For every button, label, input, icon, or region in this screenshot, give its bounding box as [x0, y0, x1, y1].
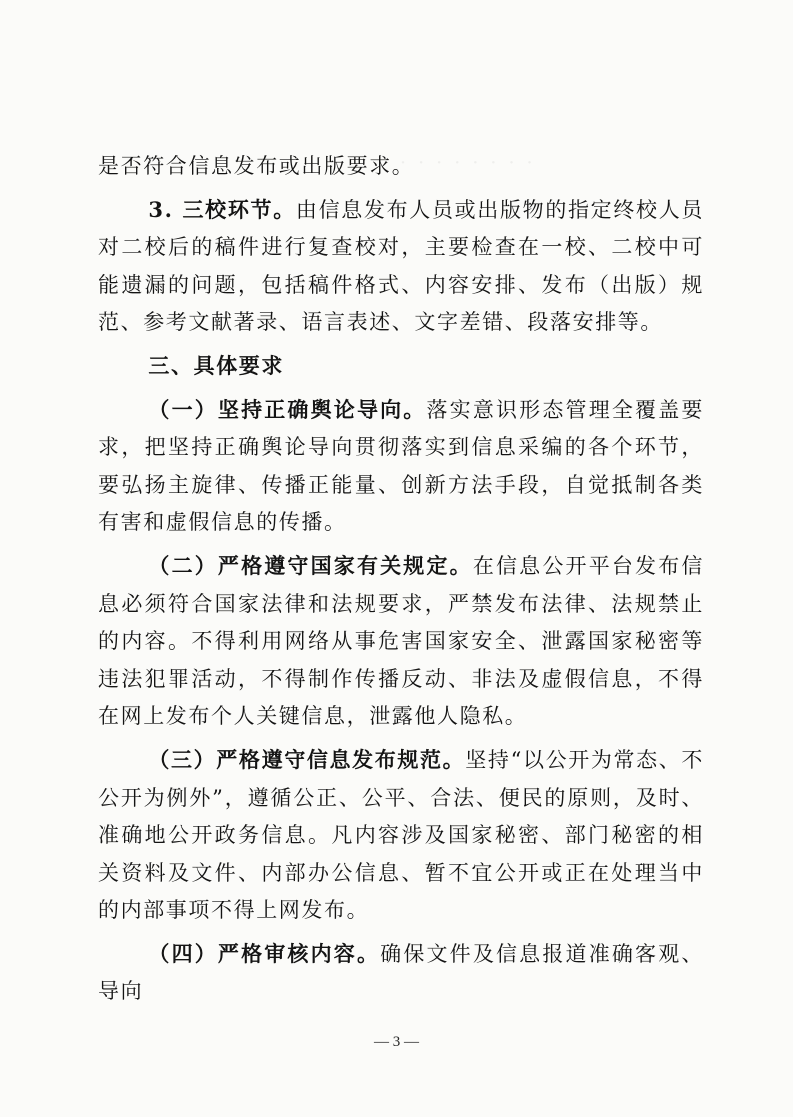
- paragraph-requirement-4: [98, 935, 704, 1011]
- paragraph-title: 3. 三校环节。: [148, 196, 296, 222]
- paragraph-third-proofreading: [98, 191, 704, 342]
- paragraph-text: 落实意识形态管理全覆盖要求，把坚持正确舆论导向贯彻落实到信息采编的各个环节，要弘扬主旋律、传播正能量、创新方法手段，自觉抵制各类有害和虚假信息的传播。: [98, 397, 704, 535]
- paragraph-title: （四）严格审核内容。: [148, 940, 381, 966]
- bleed-through-text: · · · · · · · ·: [400, 152, 536, 174]
- document-body: [98, 148, 704, 1011]
- paragraph-title: （一）坚持正确舆论导向。: [148, 396, 427, 422]
- paragraph-text: 确保文件及信息报道准确客观、导向: [98, 941, 705, 1004]
- paragraph-title: （三）严格遵守信息发布规范。: [148, 746, 466, 772]
- section-heading: 三、具体要求: [148, 352, 284, 378]
- paragraph-text: 在信息公开平台发布信息必须符合国家法律和法规要求，严禁发布法律、法规禁止的内容。不得利用网络从事危害国家安全、泄露国家秘密等违法犯罪活动，不得制作传播反动、非法及虚假信息，不得在网上发布个人关键信息，泄露他人隐私。: [98, 553, 704, 729]
- paragraph-requirement-1: [98, 391, 704, 542]
- paragraph-text: 坚持“以公开为常态、不公开为例外”，遵循公正、公平、合法、便民的原则，及时、准确地公开政务信息。凡内容涉及国家秘密、部门秘密的相关资料及文件、内部办公信息、暂不宜公开或正在处理当中的内部事项不得上网发布。: [98, 747, 704, 923]
- paragraph-requirement-2: [98, 547, 704, 736]
- paragraph-text: 是否符合信息发布或出版要求。: [98, 154, 415, 178]
- page-number: — 3 —: [374, 1034, 419, 1050]
- paragraph-requirement-3: [98, 741, 704, 930]
- paragraph-title: （二）严格遵守国家有关规定。: [148, 552, 473, 578]
- paragraph-text: 由信息发布人员或出版物的指定终校人员对二校后的稿件进行复查校对，主要检查在一校、二校中可能遗漏的问题，包括稿件格式、内容安排、发布（出版）规范、参考文献著录、语言表述、文字差错、段落安排等。: [98, 197, 704, 335]
- paragraph-continuation: [98, 148, 704, 186]
